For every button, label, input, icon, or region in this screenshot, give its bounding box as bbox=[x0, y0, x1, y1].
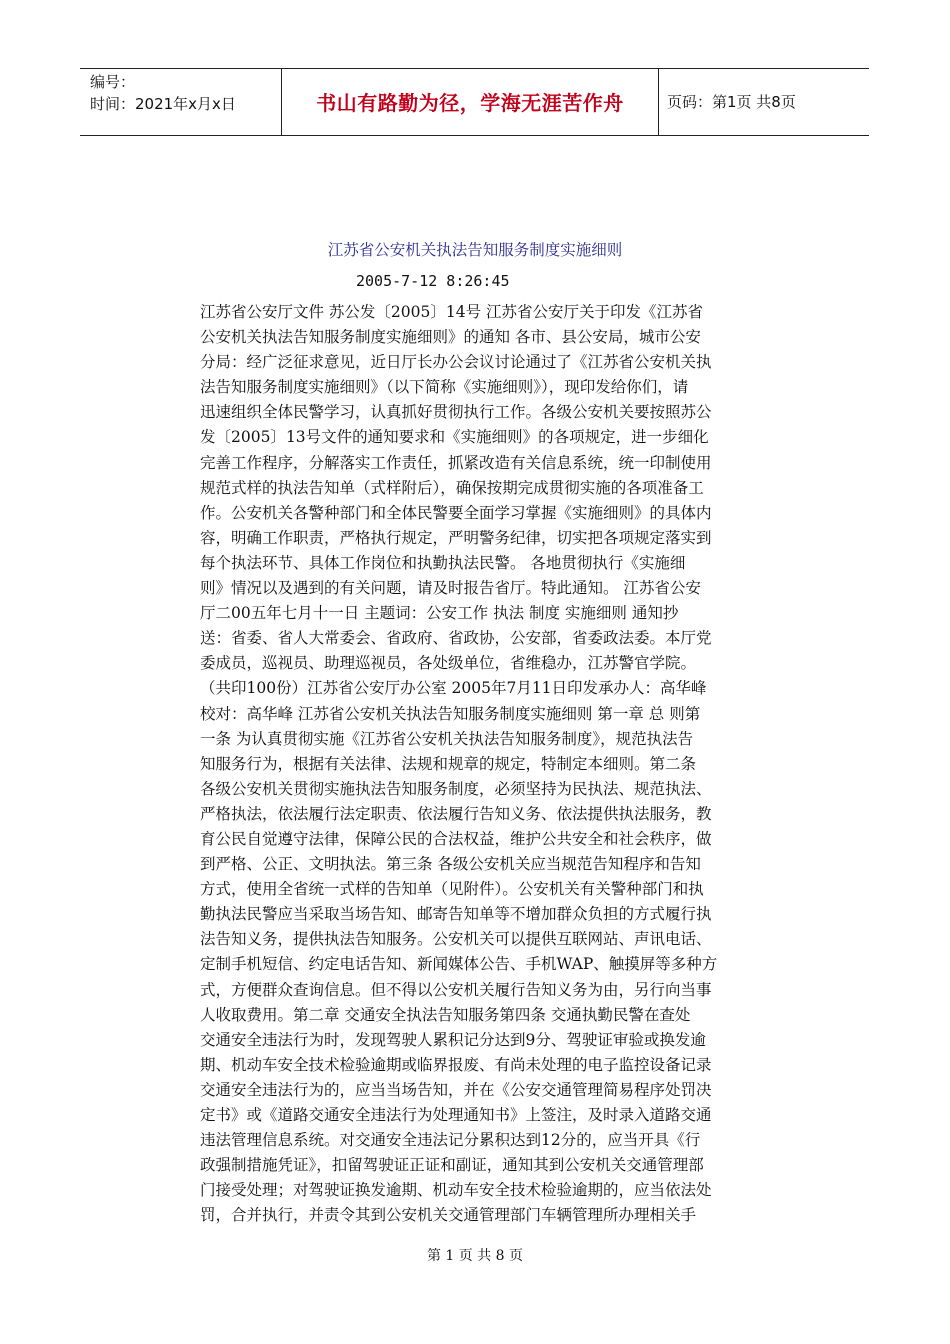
body-line: 式，方便群众查询信息。但不得以公安机关履行告知义务为由，另行向当事 bbox=[200, 980, 712, 999]
page-footer: 第 1 页 共 8 页 bbox=[426, 1248, 524, 1264]
body-line: 校对：高华峰 江苏省公安机关执法告知服务制度实施细则 第一章 总 则第 bbox=[200, 704, 701, 723]
document-body bbox=[200, 300, 760, 1228]
body-line: 各级公安机关贯彻实施执法告知服务制度，必须坚持为民执法、规范执法、 bbox=[200, 779, 712, 798]
body-line: 期、机动车安全技术检验逾期或临界报废、有尚未处理的电子监控设备记录 bbox=[200, 1055, 712, 1074]
body-line: （共印100份）江苏省公安厅办公室 2005年7月11日印发承办人：高华峰 bbox=[200, 679, 707, 698]
header-bottom-rule bbox=[80, 135, 869, 136]
body-line: 江苏省公安厅文件 苏公发〔2005〕14号 江苏省公安厅关于印发《江苏省 bbox=[200, 303, 704, 321]
body-line: 公安机关执法告知服务制度实施细则》的通知 各市、县公安局，城市公安 bbox=[200, 328, 701, 347]
header-divider-right bbox=[658, 68, 659, 135]
body-line: 门接受处理；对驾驶证换发逾期、机动车安全技术检验逾期的，应当依法处 bbox=[200, 1181, 712, 1200]
body-line: 政强制措施凭证》，扣留驾驶证正证和副证，通知其到公安机关交通管理部 bbox=[200, 1156, 704, 1175]
body-line: 完善工作程序，分解落实工作责任，抓紧改造有关信息系统，统一印制使用 bbox=[200, 453, 712, 472]
body-line: 法告知服务制度实施细则》（以下简称《实施细则》），现印发给你们，请 bbox=[200, 378, 689, 397]
body-line: 规范式样的执法告知单（式样附后），确保按期完成贯彻实施的各项准备工 bbox=[200, 478, 704, 497]
body-line: 知服务行为，根据有关法律、法规和规章的规定，特制定本细则。第二条 bbox=[200, 754, 697, 773]
header-meta bbox=[90, 71, 236, 115]
body-line: 交通安全违法行为的，应当当场告知，并在《公安交通管理简易程序处罚决 bbox=[200, 1080, 712, 1099]
document-title: 江苏省公安机关执法告知服务制度实施细则 bbox=[327, 241, 623, 259]
body-line: 作。公安机关各警种部门和全体民警要全面学习掌握《实施细则》的具体内 bbox=[200, 503, 712, 522]
header-motto: 书山有路勤为径，学海无涯苦作舟 bbox=[316, 91, 624, 115]
body-line: 分局：经广泛征求意见，近日厅长办公会议讨论通过了《江苏省公安机关执 bbox=[200, 353, 712, 372]
body-line: 法告知义务，提供执法告知服务。公安机关可以提供互联网站、声讯电话、 bbox=[200, 930, 712, 949]
body-line: 定书》或《道路交通安全违法行为处理通知书》上签注，及时录入道路交通 bbox=[200, 1106, 712, 1124]
body-line: 定制手机短信、约定电话告知、新闻媒体公告、手机WAP、触摸屏等多种方 bbox=[200, 955, 718, 974]
body-line: 严格执法，依法履行法定职责、依法履行告知义务、依法提供执法服务，教 bbox=[200, 804, 712, 823]
body-line: 育公民自觉遵守法律，保障公民的合法权益，维护公共安全和社会秩序，做 bbox=[200, 829, 712, 848]
body-line: 勤执法民警应当采取当场告知、邮寄告知单等不增加群众负担的方式履行执 bbox=[200, 905, 712, 924]
body-line: 容，明确工作职责，严格执行规定，严明警务纪律，切实把各项规定落实到 bbox=[200, 528, 712, 547]
body-line: 发〔2005〕13号文件的通知要求和《实施细则》的各项规定，进一步细化 bbox=[200, 428, 709, 447]
header-page-info: 页码：第1页 共8页 bbox=[667, 93, 796, 111]
body-line: 交通安全违法行为时，发现驾驶人累积记分达到9分、驾驶证审验或换发逾 bbox=[200, 1030, 706, 1049]
header-divider-left bbox=[281, 68, 282, 135]
body-line: 委成员，巡视员、助理巡视员，各处级单位，省维稳办，江苏警官学院。 bbox=[200, 654, 697, 673]
body-line: 迅速组织全体民警学习，认真抓好贯彻执行工作。各级公安机关要按照苏公 bbox=[200, 403, 712, 422]
header-number-label: 编号： bbox=[90, 73, 136, 91]
document-date: 2005-7-12 8:26:45 bbox=[356, 272, 510, 290]
body-line: 厅二00五年七月十一日 主题词：公安工作 执法 制度 实施细则 通知抄 bbox=[200, 604, 679, 623]
header-time-label: 时间：2021年x月x日 bbox=[90, 95, 236, 113]
body-line: 则》情况以及遇到的有关问题，请及时报告省厅。特此通知。 江苏省公安 bbox=[200, 579, 701, 598]
body-line: 送：省委、省人大常委会、省政府、省政协，公安部，省委政法委。本厅党 bbox=[200, 629, 712, 648]
body-line: 方式，使用全省统一式样的告知单（见附件）。公安机关有关警种部门和执 bbox=[200, 880, 704, 899]
body-line: 一条 为认真贯彻实施《江苏省公安机关执法告知服务制度》，规范执法告 bbox=[200, 729, 694, 748]
body-line: 到严格、公正、文明执法。第三条 各级公安机关应当规范告知程序和告知 bbox=[200, 855, 701, 874]
body-line: 人收取费用。第二章 交通安全执法告知服务第四条 交通执勤民警在查处 bbox=[200, 1005, 691, 1024]
body-line: 违法管理信息系统。对交通安全违法记分累积达到12分的，应当开具《行 bbox=[200, 1131, 701, 1150]
body-line: 罚，合并执行，并责令其到公安机关交通管理部门车辆管理所办理相关手 bbox=[200, 1206, 697, 1225]
body-line: 每个执法环节、具体工作岗位和执勤执法民警。 各地贯彻执行《实施细 bbox=[200, 553, 686, 572]
